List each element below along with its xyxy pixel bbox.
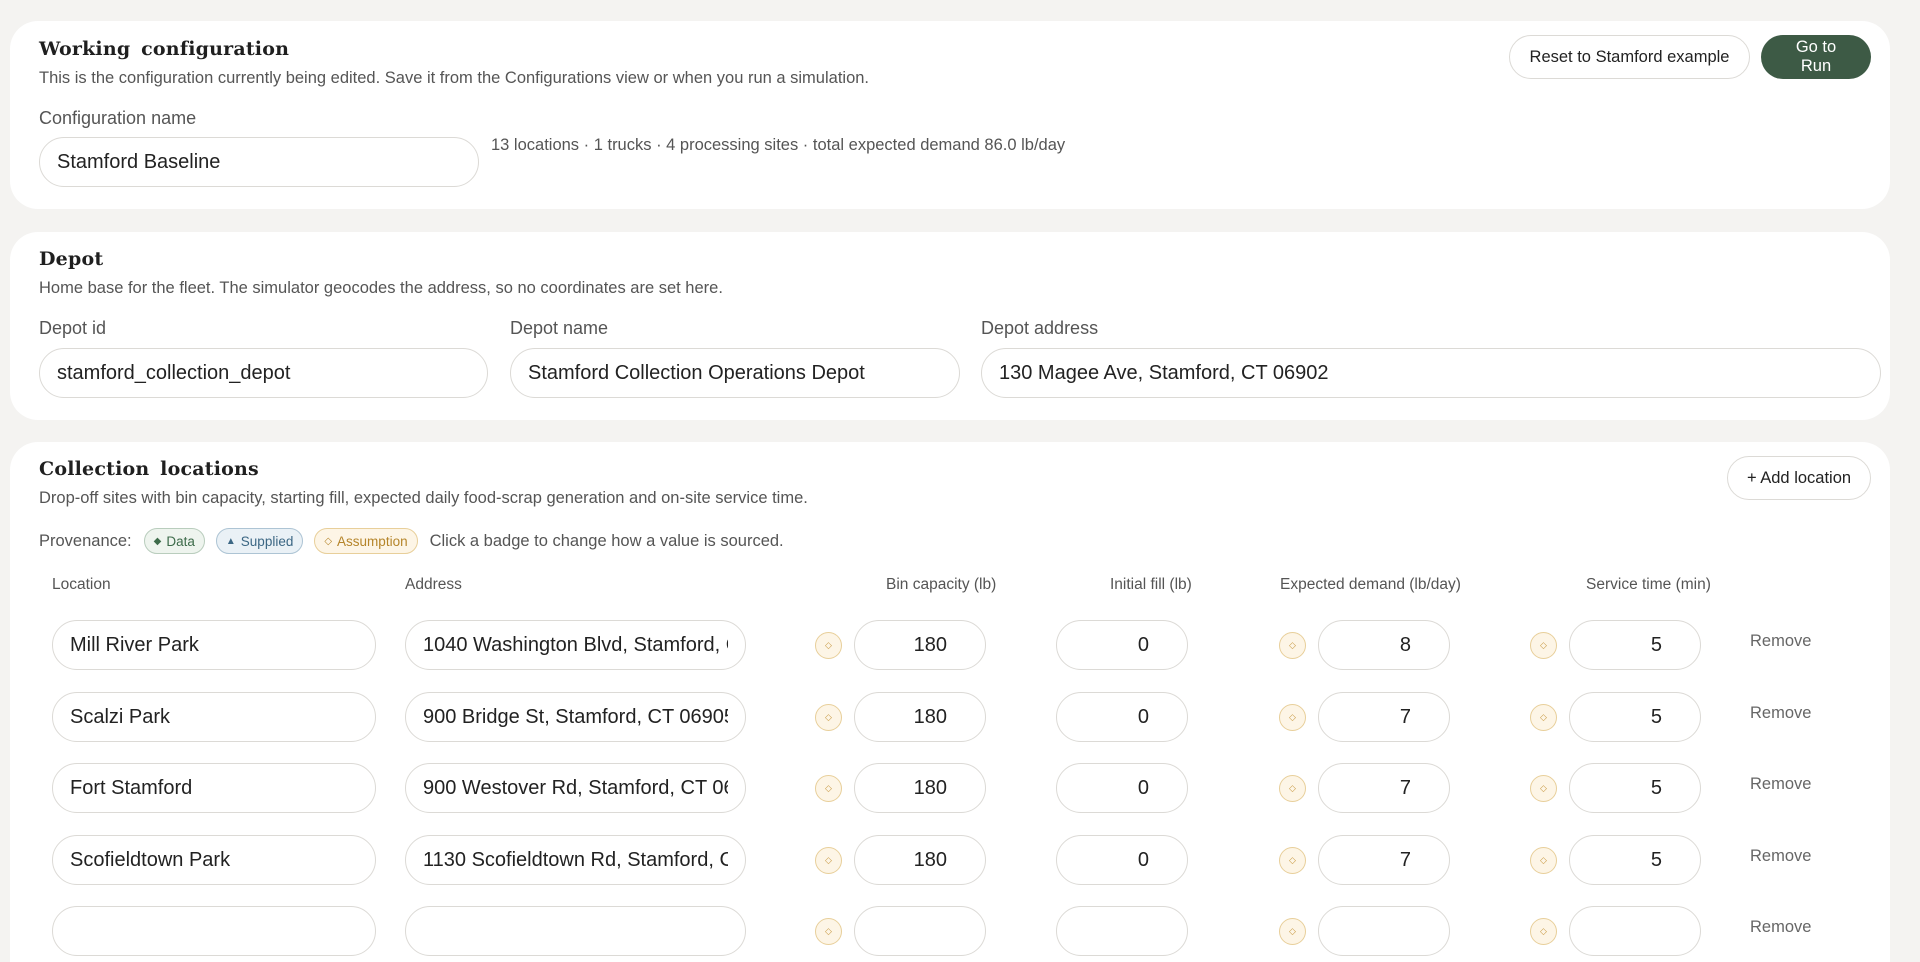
provenance-assumption-icon[interactable]: ◇ bbox=[815, 632, 842, 659]
location-address-input[interactable] bbox=[405, 906, 746, 956]
provenance-label: Provenance: bbox=[39, 531, 132, 550]
depot-name-label: Depot name bbox=[510, 318, 609, 338]
collection-locations-title: Collection locations bbox=[39, 458, 259, 480]
location-address-input[interactable] bbox=[405, 620, 746, 670]
reset-to-example-button[interactable]: Reset to Stamford example bbox=[1509, 35, 1750, 79]
provenance-assumption-icon[interactable]: ◇ bbox=[815, 918, 842, 945]
depot-id-label: Depot id bbox=[39, 318, 107, 338]
bin-capacity-input[interactable] bbox=[854, 763, 986, 813]
table-row bbox=[10, 835, 1890, 887]
provenance-hint: Click a badge to change how a value is sourced. bbox=[429, 531, 784, 550]
table-row bbox=[10, 620, 1890, 672]
provenance-assumption-icon[interactable]: ◇ bbox=[1530, 775, 1557, 802]
working-configuration-description: This is the configuration currently being edited. Save it from the Configurations view or when you run a simulation. bbox=[39, 69, 870, 87]
column-header-bin-capacity: Bin capacity (lb) bbox=[886, 576, 997, 593]
provenance-assumption-icon[interactable]: ◇ bbox=[815, 704, 842, 731]
column-header-service-time: Service time (min) bbox=[1586, 576, 1711, 593]
provenance-legend bbox=[39, 528, 784, 554]
service-time-input[interactable] bbox=[1569, 835, 1701, 885]
location-name-input[interactable] bbox=[52, 692, 376, 742]
bin-capacity-input[interactable] bbox=[854, 620, 986, 670]
provenance-assumption-icon[interactable]: ◇ bbox=[1530, 918, 1557, 945]
provenance-assumption-icon[interactable]: ◇ bbox=[1530, 704, 1557, 731]
bin-capacity-input[interactable] bbox=[854, 835, 986, 885]
provenance-assumption-icon[interactable]: ◇ bbox=[1279, 632, 1306, 659]
remove-location-button[interactable]: Remove bbox=[1750, 704, 1812, 722]
column-header-location: Location bbox=[52, 576, 111, 593]
depot-id-input[interactable] bbox=[39, 348, 488, 398]
initial-fill-input[interactable] bbox=[1056, 620, 1188, 670]
diamond-outline-icon: ◇ bbox=[324, 535, 333, 547]
badge-assumption-label: Assumption bbox=[337, 533, 408, 549]
depot-address-label: Depot address bbox=[981, 318, 1099, 338]
working-configuration-card bbox=[10, 21, 1890, 209]
depot-address-input[interactable] bbox=[981, 348, 1881, 398]
badge-assumption[interactable] bbox=[314, 528, 417, 554]
location-address-input[interactable] bbox=[405, 763, 746, 813]
remove-location-button[interactable]: Remove bbox=[1750, 847, 1812, 865]
provenance-assumption-icon[interactable]: ◇ bbox=[815, 775, 842, 802]
column-header-expected-demand: Expected demand (lb/day) bbox=[1280, 576, 1461, 593]
remove-location-button[interactable]: Remove bbox=[1750, 775, 1812, 793]
expected-demand-input[interactable] bbox=[1318, 763, 1450, 813]
table-row bbox=[10, 906, 1890, 958]
initial-fill-input[interactable] bbox=[1056, 906, 1188, 956]
location-address-input[interactable] bbox=[405, 692, 746, 742]
depot-name-input[interactable] bbox=[510, 348, 960, 398]
configuration-name-label: Configuration name bbox=[39, 108, 197, 128]
initial-fill-input[interactable] bbox=[1056, 763, 1188, 813]
table-row bbox=[10, 692, 1890, 744]
location-address-input[interactable] bbox=[405, 835, 746, 885]
depot-title: Depot bbox=[39, 248, 104, 270]
add-location-button[interactable]: + Add location bbox=[1727, 456, 1871, 500]
table-row bbox=[10, 763, 1890, 815]
expected-demand-input[interactable] bbox=[1318, 835, 1450, 885]
collection-locations-card bbox=[10, 442, 1890, 962]
location-name-input[interactable] bbox=[52, 620, 376, 670]
expected-demand-input[interactable] bbox=[1318, 620, 1450, 670]
expected-demand-input[interactable] bbox=[1318, 906, 1450, 956]
provenance-assumption-icon[interactable]: ◇ bbox=[1279, 704, 1306, 731]
go-to-run-button[interactable]: Go to Run bbox=[1761, 35, 1871, 79]
provenance-assumption-icon[interactable]: ◇ bbox=[815, 847, 842, 874]
location-name-input[interactable] bbox=[52, 835, 376, 885]
provenance-assumption-icon[interactable]: ◇ bbox=[1530, 632, 1557, 659]
provenance-assumption-icon[interactable]: ◇ bbox=[1279, 847, 1306, 874]
diamond-filled-icon: ◆ bbox=[153, 535, 162, 547]
service-time-input[interactable] bbox=[1569, 763, 1701, 813]
bin-capacity-input[interactable] bbox=[854, 692, 986, 742]
badge-data-label: Data bbox=[166, 533, 195, 549]
service-time-input[interactable] bbox=[1569, 620, 1701, 670]
remove-location-button[interactable]: Remove bbox=[1750, 632, 1812, 650]
badge-data[interactable] bbox=[144, 528, 205, 554]
provenance-assumption-icon[interactable]: ◇ bbox=[1530, 847, 1557, 874]
initial-fill-input[interactable] bbox=[1056, 692, 1188, 742]
expected-demand-input[interactable] bbox=[1318, 692, 1450, 742]
remove-location-button[interactable]: Remove bbox=[1750, 918, 1812, 936]
location-name-input[interactable] bbox=[52, 763, 376, 813]
provenance-assumption-icon[interactable]: ◇ bbox=[1279, 918, 1306, 945]
service-time-input[interactable] bbox=[1569, 906, 1701, 956]
column-header-initial-fill: Initial fill (lb) bbox=[1110, 576, 1192, 593]
working-configuration-title: Working configuration bbox=[39, 38, 290, 60]
triangle-icon: ▲ bbox=[225, 535, 236, 547]
initial-fill-input[interactable] bbox=[1056, 835, 1188, 885]
configuration-summary: 13 locations · 1 trucks · 4 processing sites · total expected demand 86.0 lb/day bbox=[491, 136, 1066, 154]
collection-locations-description: Drop-off sites with bin capacity, starting fill, expected daily food-scrap generation and on-site service time. bbox=[39, 489, 808, 507]
column-header-address: Address bbox=[405, 576, 462, 593]
configuration-name-input[interactable] bbox=[39, 137, 479, 187]
bin-capacity-input[interactable] bbox=[854, 906, 986, 956]
location-name-input[interactable] bbox=[52, 906, 376, 956]
depot-description: Home base for the fleet. The simulator geocodes the address, so no coordinates are set here. bbox=[39, 279, 723, 297]
depot-card bbox=[10, 232, 1890, 420]
provenance-assumption-icon[interactable]: ◇ bbox=[1279, 775, 1306, 802]
service-time-input[interactable] bbox=[1569, 692, 1701, 742]
badge-supplied-label: Supplied bbox=[240, 533, 294, 549]
badge-supplied[interactable] bbox=[216, 528, 303, 554]
